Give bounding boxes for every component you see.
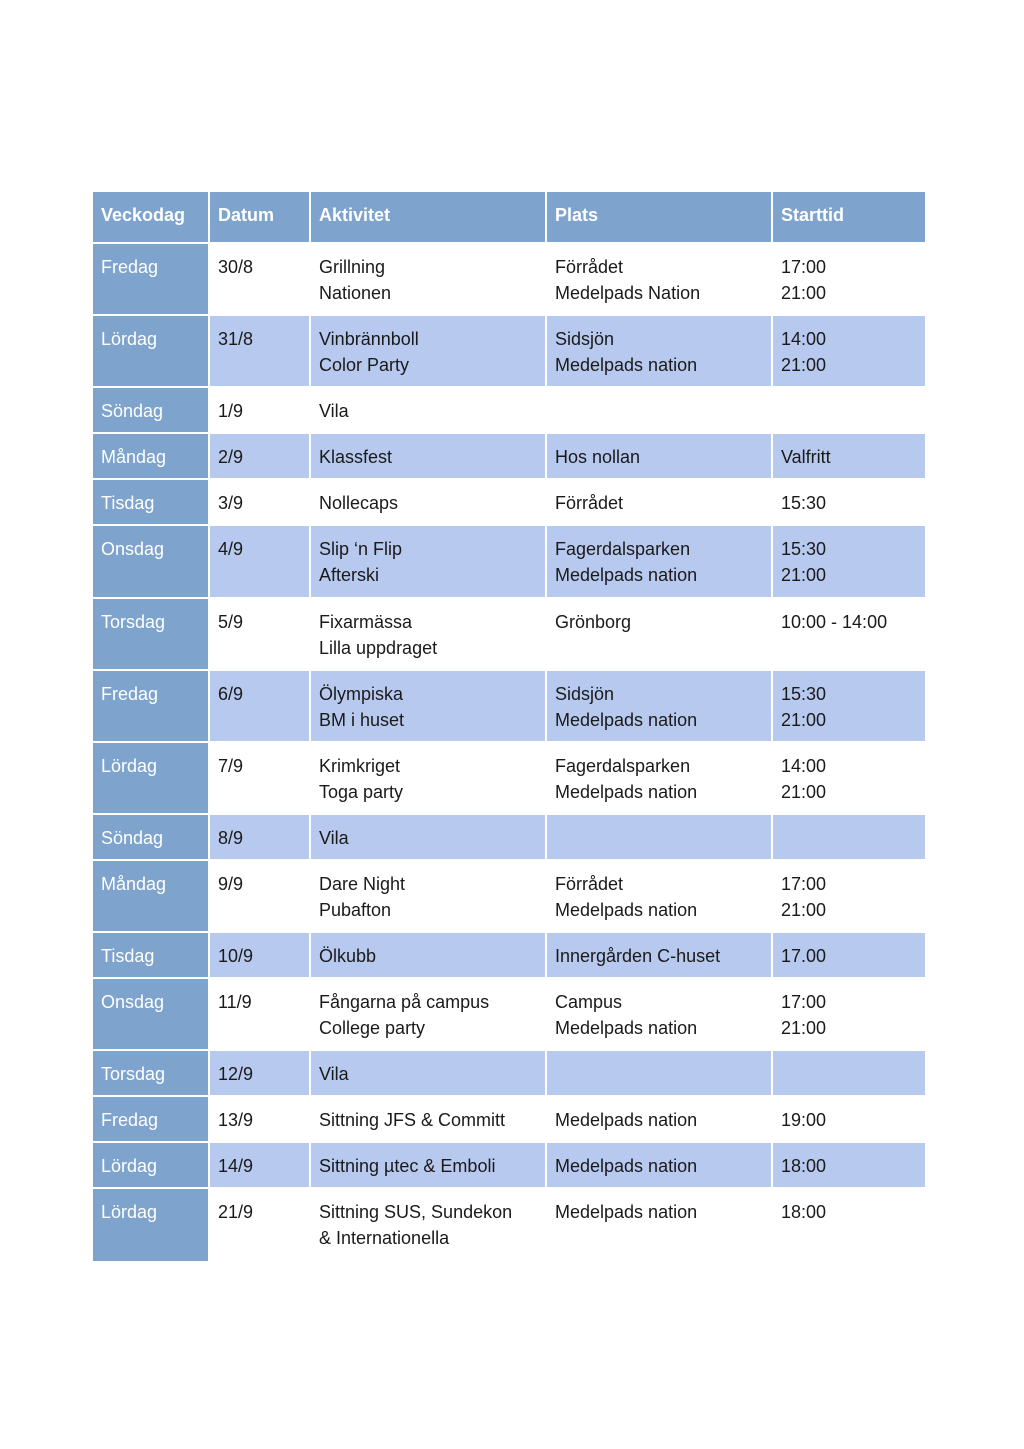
cell-datum: 21/9 [210,1189,311,1261]
time-line: 21:00 [781,1018,827,1038]
cell-plats [547,933,773,979]
header-aktivitet: Aktivitet [311,192,547,244]
time-line: 14:00 [781,756,827,776]
cell-starttid [773,1097,925,1143]
place-line: Förrådet [555,874,624,894]
cell-veckodag: Lördag [93,316,210,388]
place-line: Förrådet [555,257,624,277]
cell-veckodag: Lördag [93,743,210,815]
place-line: Förrådet [555,493,624,513]
header-datum: Datum [210,192,311,244]
cell-datum: 5/9 [210,599,311,671]
activity-line: Fixarmässa [319,612,413,632]
activity-line: Slip ‘n Flip [319,539,403,559]
cell-plats [547,743,773,815]
place-line: Sidsjön [555,684,615,704]
place-line: Medelpads nation [555,900,698,920]
cell-veckodag: Måndag [93,434,210,480]
table-row [93,480,925,526]
table-row [93,1143,925,1189]
time-line: 18:00 [781,1156,827,1176]
time-line: 21:00 [781,900,827,920]
cell-plats [547,244,773,316]
cell-aktivitet [311,979,547,1051]
activity-line: Vila [319,401,349,421]
activity-line: Vinbrännboll [319,329,419,349]
time-line: Valfritt [781,447,831,467]
time-line: 18:00 [781,1202,827,1222]
time-line: 21:00 [781,283,827,303]
activity-line: Afterski [319,565,380,585]
cell-datum: 30/8 [210,244,311,316]
place-line: Medelpads nation [555,782,698,802]
activity-line: BM i huset [319,710,405,730]
cell-aktivitet [311,434,547,480]
activity-line: Toga party [319,782,404,802]
cell-aktivitet [311,388,547,434]
header-starttid: Starttid [773,192,925,244]
activity-line: Krimkriget [319,756,401,776]
place-line: Fagerdalsparken [555,539,691,559]
activity-line: Nationen [319,283,392,303]
activity-line: Sittning SUS, Sundekon [319,1202,513,1222]
activity-line: Klassfest [319,447,393,467]
activity-line: Dare Night [319,874,406,894]
cell-datum: 13/9 [210,1097,311,1143]
activity-line: Vila [319,1064,349,1084]
cell-plats [547,388,773,434]
table-row [93,979,925,1051]
place-line: Innergården C-huset [555,946,721,966]
table-row [93,743,925,815]
table-row [93,1051,925,1097]
cell-datum: 31/8 [210,316,311,388]
cell-veckodag: Söndag [93,388,210,434]
place-line: Medelpads nation [555,710,698,730]
schedule-table [93,192,925,1261]
cell-starttid [773,1051,925,1097]
cell-aktivitet [311,526,547,599]
table-row [93,599,925,671]
time-line: 17:00 [781,874,827,894]
cell-aktivitet [311,480,547,526]
cell-starttid [773,1189,925,1261]
cell-datum: 11/9 [210,979,311,1051]
cell-plats [547,815,773,861]
header-plats: Plats [547,192,773,244]
cell-aktivitet [311,1051,547,1097]
cell-aktivitet [311,1097,547,1143]
activity-line: Grillning [319,257,386,277]
place-line: Medelpads nation [555,1018,698,1038]
cell-starttid [773,979,925,1051]
cell-starttid [773,861,925,933]
cell-veckodag: Onsdag [93,979,210,1051]
cell-plats [547,599,773,671]
cell-plats [547,316,773,388]
cell-datum: 6/9 [210,671,311,743]
place-line: Medelpads nation [555,355,698,375]
time-line: 15:30 [781,539,827,559]
time-line: 15:30 [781,493,827,513]
cell-starttid [773,480,925,526]
time-line: 21:00 [781,710,827,730]
time-line: 15:30 [781,684,827,704]
activity-line: Fångarna på campus [319,992,490,1012]
cell-plats [547,526,773,599]
header-row [93,192,925,244]
cell-veckodag: Tisdag [93,933,210,979]
cell-veckodag: Fredag [93,671,210,743]
time-line: 17.00 [781,946,827,966]
cell-datum: 1/9 [210,388,311,434]
activity-line: Sittning JFS & Committ [319,1110,506,1130]
cell-plats [547,1143,773,1189]
cell-aktivitet [311,861,547,933]
time-line: 21:00 [781,355,827,375]
place-line: Grönborg [555,612,632,632]
cell-veckodag: Torsdag [93,1051,210,1097]
cell-starttid [773,316,925,388]
time-line: 21:00 [781,782,827,802]
schedule-body [93,244,925,1261]
activity-line: Ölkubb [319,946,377,966]
cell-starttid [773,933,925,979]
place-line: Medelpads nation [555,1110,698,1130]
place-line: Hos nollan [555,447,641,467]
cell-aktivitet [311,1143,547,1189]
activity-line: Vila [319,828,349,848]
cell-starttid [773,671,925,743]
cell-plats [547,979,773,1051]
cell-starttid [773,388,925,434]
cell-veckodag: Torsdag [93,599,210,671]
cell-datum: 7/9 [210,743,311,815]
table-row [93,316,925,388]
cell-plats [547,861,773,933]
place-line: Sidsjön [555,329,615,349]
cell-veckodag: Söndag [93,815,210,861]
table-row [93,1097,925,1143]
place-line: Medelpads nation [555,565,698,585]
cell-plats [547,1189,773,1261]
cell-aktivitet [311,933,547,979]
table-row [93,434,925,480]
time-line: 17:00 [781,992,827,1012]
cell-starttid [773,434,925,480]
cell-datum: 10/9 [210,933,311,979]
cell-plats [547,1097,773,1143]
activity-line: Pubafton [319,900,392,920]
place-line: Medelpads nation [555,1156,698,1176]
cell-datum: 3/9 [210,480,311,526]
cell-veckodag: Fredag [93,244,210,316]
activity-line: Color Party [319,355,410,375]
table-row [93,933,925,979]
cell-starttid [773,815,925,861]
cell-starttid [773,1143,925,1189]
cell-plats [547,1051,773,1097]
table-row [93,526,925,599]
cell-datum: 9/9 [210,861,311,933]
table-row [93,388,925,434]
activity-line: Ölympiska [319,684,404,704]
cell-datum: 8/9 [210,815,311,861]
activity-line: College party [319,1018,426,1038]
cell-aktivitet [311,743,547,815]
cell-plats [547,434,773,480]
place-line: Campus [555,992,623,1012]
cell-veckodag: Onsdag [93,526,210,599]
cell-datum: 4/9 [210,526,311,599]
cell-aktivitet [311,244,547,316]
place-line: Medelpads nation [555,1202,698,1222]
place-line: Medelpads Nation [555,283,701,303]
cell-datum: 14/9 [210,1143,311,1189]
time-line: 17:00 [781,257,827,277]
time-line: 14:00 [781,329,827,349]
cell-aktivitet [311,1189,547,1261]
activity-line: Nollecaps [319,493,399,513]
cell-starttid [773,743,925,815]
cell-veckodag: Tisdag [93,480,210,526]
cell-aktivitet [311,671,547,743]
cell-veckodag: Lördag [93,1189,210,1261]
cell-datum: 2/9 [210,434,311,480]
cell-plats [547,480,773,526]
table-row [93,1189,925,1261]
cell-starttid [773,244,925,316]
cell-starttid [773,599,925,671]
time-line: 10:00 - 14:00 [781,612,888,632]
place-line: Fagerdalsparken [555,756,691,776]
cell-aktivitet [311,316,547,388]
cell-aktivitet [311,599,547,671]
cell-datum: 12/9 [210,1051,311,1097]
activity-line: Lilla uppdraget [319,638,438,658]
table-row [93,244,925,316]
cell-starttid [773,526,925,599]
table-row [93,815,925,861]
cell-aktivitet [311,815,547,861]
activity-line: Sittning µtec & Emboli [319,1156,496,1176]
activity-line: & Internationella [319,1228,450,1248]
time-line: 21:00 [781,565,827,585]
cell-plats [547,671,773,743]
table-row [93,861,925,933]
time-line: 19:00 [781,1110,827,1130]
cell-veckodag: Fredag [93,1097,210,1143]
table-row [93,671,925,743]
header-veckodag: Veckodag [93,192,210,244]
cell-veckodag: Lördag [93,1143,210,1189]
cell-veckodag: Måndag [93,861,210,933]
